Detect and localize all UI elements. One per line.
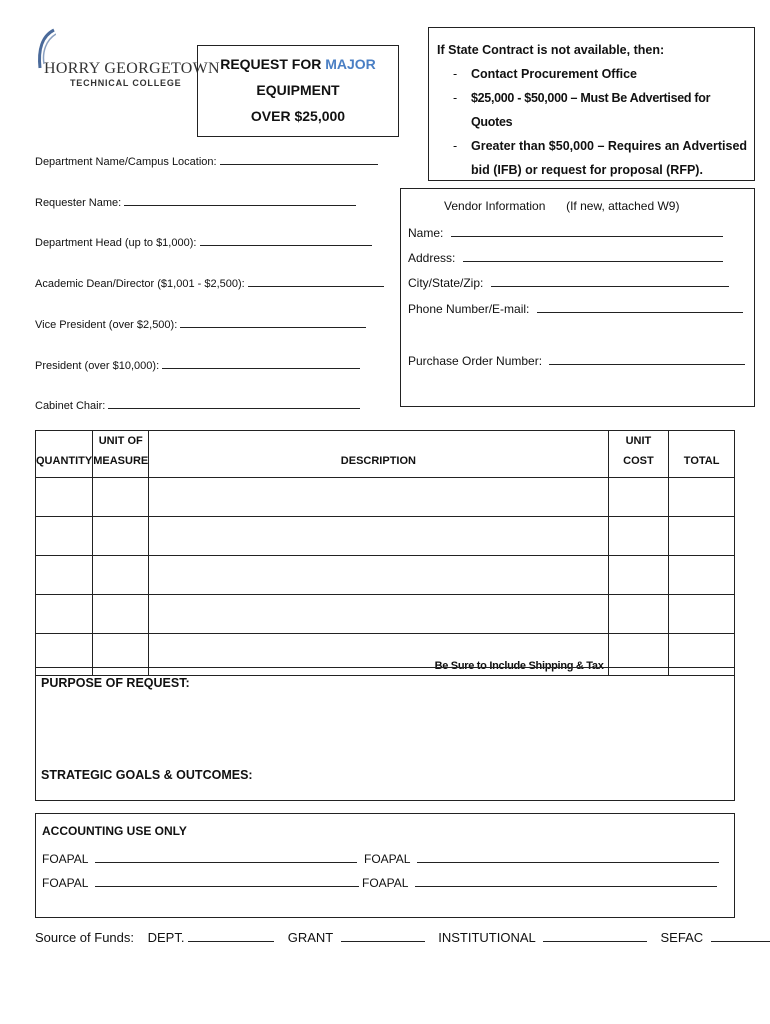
field-label: FOAPAL xyxy=(364,852,411,866)
field-label: FOAPAL xyxy=(42,876,89,890)
field-label: Academic Dean/Director ($1,001 - $2,500): xyxy=(35,278,245,290)
department-head-field[interactable] xyxy=(35,235,372,249)
field-blank-line[interactable] xyxy=(549,354,745,365)
form-title-line3: OVER $25,000 xyxy=(250,108,346,124)
vendor-heading: Vendor Information xyxy=(444,199,546,213)
field-label: Department Head (up to $1,000): xyxy=(35,237,197,249)
college-logo-swoosh-icon xyxy=(36,28,56,88)
vendor-city-state-zip-field[interactable] xyxy=(408,276,729,290)
form-title-box xyxy=(197,45,399,137)
field-label: Requester Name: xyxy=(35,197,122,209)
purpose-label: PURPOSE OF REQUEST: xyxy=(41,676,190,690)
field-label: Purchase Order Number: xyxy=(408,354,543,368)
field-label: Phone Number/E-mail: xyxy=(408,302,530,316)
contract-item: - $25,000 - $50,000 – Must Be Advertised for Quotes xyxy=(437,86,754,134)
column-header-description: DESCRIPTION xyxy=(149,431,608,478)
field-blank-line[interactable] xyxy=(95,876,359,887)
column-header-unit-of-measure: UNIT OF MEASURE xyxy=(93,431,149,478)
contract-item: - Contact Procurement Office xyxy=(437,62,754,86)
field-blank-line[interactable] xyxy=(248,276,384,287)
vendor-phone-email-field[interactable] xyxy=(408,302,743,316)
table-header-row xyxy=(36,431,735,478)
department-name-field[interactable] xyxy=(35,154,378,168)
field-label: FOAPAL xyxy=(42,852,89,866)
foapal-field[interactable] xyxy=(362,876,717,890)
field-blank-line[interactable] xyxy=(491,276,729,287)
unit-of-measure-cell[interactable] xyxy=(93,478,149,517)
source-of-funds xyxy=(35,930,770,945)
field-blank-line[interactable] xyxy=(463,251,723,262)
title-prefix: REQUEST FOR xyxy=(220,56,322,72)
description-cell[interactable] xyxy=(149,478,608,517)
total-cell[interactable] xyxy=(669,478,735,517)
source-of-funds-label: Source of Funds: xyxy=(35,930,134,945)
field-label: Name: xyxy=(408,226,444,240)
cabinet-chair-field[interactable] xyxy=(35,398,360,412)
foapal-field[interactable] xyxy=(42,852,357,866)
unit-cost-cell[interactable] xyxy=(608,595,669,634)
field-blank-line[interactable] xyxy=(220,154,378,165)
total-cell[interactable] xyxy=(669,556,735,595)
table-row xyxy=(36,556,735,595)
field-blank-line[interactable] xyxy=(124,195,356,206)
purchase-order-number-field[interactable] xyxy=(408,354,745,368)
total-cell[interactable] xyxy=(669,517,735,556)
quantity-cell[interactable] xyxy=(36,478,93,517)
state-contract-notice xyxy=(428,27,755,181)
field-blank-line[interactable] xyxy=(108,398,360,409)
vendor-information-box xyxy=(400,188,755,407)
quantity-cell[interactable] xyxy=(36,595,93,634)
vendor-name-field[interactable] xyxy=(408,226,723,240)
funds-sefac-field[interactable]: SEFAC xyxy=(661,930,770,945)
president-field[interactable] xyxy=(35,358,360,372)
unit-cost-cell[interactable] xyxy=(608,517,669,556)
description-cell[interactable] xyxy=(149,556,608,595)
field-blank-line[interactable] xyxy=(200,235,372,246)
foapal-field[interactable] xyxy=(364,852,719,866)
field-label: Vice President (over $2,500): xyxy=(35,319,178,331)
table-row xyxy=(36,478,735,517)
quantity-cell[interactable] xyxy=(36,517,93,556)
funds-institutional-field[interactable]: INSTITUTIONAL xyxy=(438,930,647,945)
field-label: Department Name/Campus Location: xyxy=(35,156,217,168)
logo-college-subtitle: TECHNICAL COLLEGE xyxy=(70,78,182,88)
academic-dean-field[interactable] xyxy=(35,276,384,290)
items-table xyxy=(35,430,735,676)
foapal-field[interactable] xyxy=(42,876,359,890)
form-title-line2: EQUIPMENT xyxy=(256,82,340,98)
field-label: President (over $10,000): xyxy=(35,360,160,372)
unit-cost-cell[interactable] xyxy=(608,556,669,595)
field-blank-line[interactable] xyxy=(451,226,723,237)
field-blank-line[interactable] xyxy=(417,852,719,863)
field-blank-line[interactable] xyxy=(537,302,743,313)
form-title-line1 xyxy=(198,51,398,77)
purpose-of-request-box[interactable] xyxy=(35,667,735,801)
accounting-use-only-box xyxy=(35,813,735,918)
strategic-goals-label: STRATEGIC GOALS & OUTCOMES: xyxy=(41,768,253,782)
field-label: Cabinet Chair: xyxy=(35,400,106,412)
field-label: City/State/Zip: xyxy=(408,276,484,290)
description-cell[interactable] xyxy=(149,517,608,556)
logo-college-name: HORRY GEORGETOWN xyxy=(44,60,220,77)
description-cell[interactable] xyxy=(149,595,608,634)
contract-heading: If State Contract is not available, then: xyxy=(437,43,665,57)
vendor-address-field[interactable] xyxy=(408,251,723,265)
vendor-w9-note: (If new, attached W9) xyxy=(566,199,680,213)
vendor-heading-row xyxy=(444,199,679,213)
field-label: FOAPAL xyxy=(362,876,409,890)
funds-dept-field[interactable]: DEPT. xyxy=(148,930,274,945)
column-header-quantity: QUANTITY xyxy=(36,431,93,478)
vice-president-field[interactable] xyxy=(35,317,366,331)
column-header-unit-cost: UNIT COST xyxy=(608,431,669,478)
quantity-cell[interactable] xyxy=(36,556,93,595)
title-accent: MAJOR xyxy=(325,56,376,72)
table-row xyxy=(36,517,735,556)
field-blank-line[interactable] xyxy=(415,876,717,887)
funds-grant-field[interactable]: GRANT xyxy=(288,930,425,945)
field-blank-line[interactable] xyxy=(180,317,366,328)
table-row xyxy=(36,595,735,634)
unit-of-measure-cell[interactable] xyxy=(93,556,149,595)
column-header-total: TOTAL xyxy=(669,431,735,478)
requester-name-field[interactable] xyxy=(35,195,356,209)
field-blank-line[interactable] xyxy=(162,358,360,369)
accounting-heading: ACCOUNTING USE ONLY xyxy=(42,824,187,838)
contract-item: - Greater than $50,000 – Requires an Advertised bid (IFB) or request for proposal (RFP). xyxy=(437,134,754,182)
field-blank-line[interactable] xyxy=(95,852,357,863)
unit-cost-cell[interactable] xyxy=(608,478,669,517)
total-cell[interactable] xyxy=(669,595,735,634)
shipping-tax-note: Be Sure to Include Shipping & Tax xyxy=(149,634,608,676)
unit-of-measure-cell[interactable] xyxy=(93,595,149,634)
unit-of-measure-cell[interactable] xyxy=(93,517,149,556)
field-label: Address: xyxy=(408,251,456,265)
